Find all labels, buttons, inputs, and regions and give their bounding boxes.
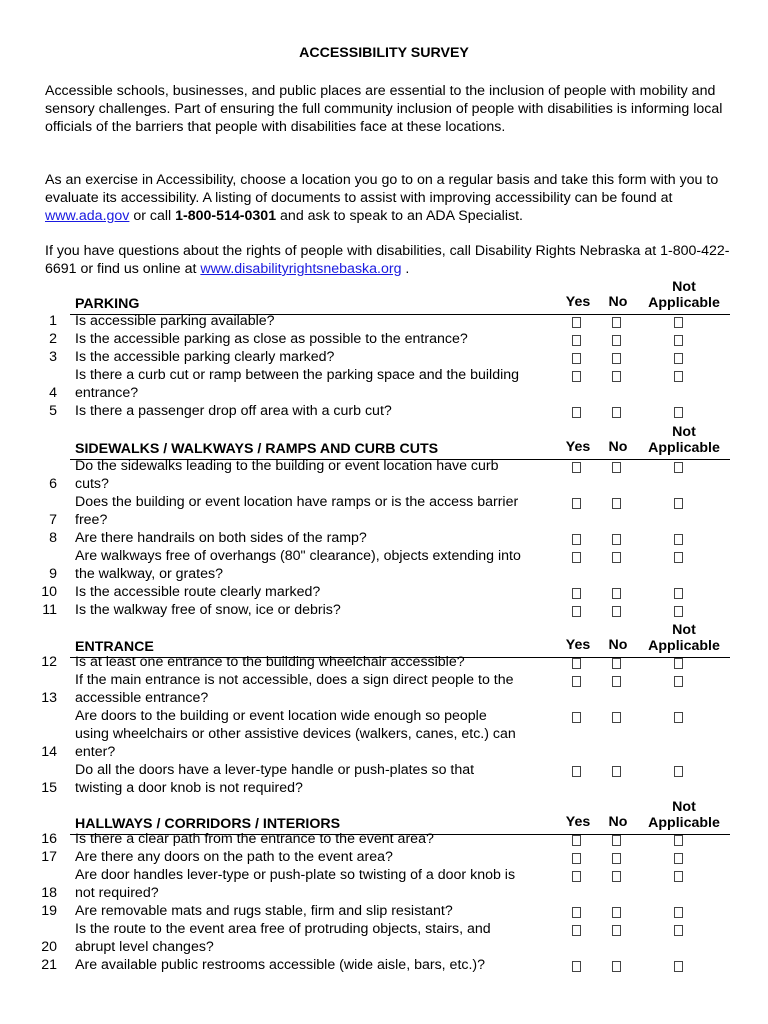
question-text: Do the sidewalks leading to the building or event location have curb [75, 458, 499, 474]
column-header-applicable: Applicable [648, 440, 720, 456]
yes-checkbox[interactable] [572, 534, 581, 545]
question-number: 20 [41, 939, 57, 955]
not-applicable-checkbox[interactable] [674, 961, 683, 972]
question-number: 12 [41, 654, 57, 670]
column-header-yes: Yes [565, 637, 591, 653]
no-checkbox[interactable] [612, 606, 621, 617]
section-title: HALLWAYS / CORRIDORS / INTERIORS [75, 816, 341, 832]
question-text: the walkway, or grates? [75, 566, 223, 582]
intro-p2-text: As an exercise in Accessibility, choose a location you go to on a regular basis and take this form with you to evaluate its accessibility. A listing of documents to assist with improving accessibility can be found at [45, 172, 719, 206]
question-number: 15 [41, 780, 57, 796]
question-number: 13 [41, 690, 57, 706]
no-checkbox[interactable] [612, 462, 621, 473]
question-text: Is the accessible parking clearly marked? [75, 349, 335, 365]
no-checkbox[interactable] [612, 835, 621, 846]
no-checkbox[interactable] [612, 853, 621, 864]
column-header-not: Not [672, 622, 696, 638]
not-applicable-checkbox[interactable] [674, 588, 683, 599]
question-text: If the main entrance is not accessible, does a sign direct people to the [75, 672, 514, 688]
not-applicable-checkbox[interactable] [674, 498, 683, 509]
not-applicable-checkbox[interactable] [674, 871, 683, 882]
no-checkbox[interactable] [612, 766, 621, 777]
yes-checkbox[interactable] [572, 835, 581, 846]
question-text: Are walkways free of overhangs (80" clearance), objects extending into [75, 548, 521, 564]
yes-checkbox[interactable] [572, 552, 581, 563]
yes-checkbox[interactable] [572, 925, 581, 936]
yes-checkbox[interactable] [572, 658, 581, 669]
yes-checkbox[interactable] [572, 335, 581, 346]
section-title: PARKING [75, 296, 140, 312]
question-text: Is the route to the event area free of protruding objects, stairs, and [75, 921, 491, 937]
question-text: Is at least one entrance to the building wheelchair accessible? [75, 654, 465, 670]
intro-p2-text-b: or call [129, 208, 176, 224]
not-applicable-checkbox[interactable] [674, 925, 683, 936]
intro-p3-text: If you have questions about the rights of people with disabilities, call Disability Rights Nebraska at 1-800-422-6691 or find us online at [45, 243, 730, 277]
column-header-applicable: Applicable [648, 638, 720, 654]
yes-checkbox[interactable] [572, 871, 581, 882]
not-applicable-checkbox[interactable] [674, 534, 683, 545]
not-applicable-checkbox[interactable] [674, 835, 683, 846]
not-applicable-checkbox[interactable] [674, 371, 683, 382]
yes-checkbox[interactable] [572, 498, 581, 509]
yes-checkbox[interactable] [572, 407, 581, 418]
question-number: 4 [49, 385, 57, 401]
question-text: Are there handrails on both sides of the ramp? [75, 530, 367, 546]
yes-checkbox[interactable] [572, 588, 581, 599]
intro-paragraph-2 [45, 171, 735, 225]
yes-checkbox[interactable] [572, 853, 581, 864]
column-header-not: Not [672, 799, 696, 815]
no-checkbox[interactable] [612, 335, 621, 346]
question-number: 21 [41, 957, 57, 973]
ada-link[interactable]: www.ada.gov [45, 208, 130, 224]
column-header-no: No [608, 294, 628, 310]
no-checkbox[interactable] [612, 961, 621, 972]
page-title: ACCESSIBILITY SURVEY [299, 45, 469, 61]
question-number: 3 [49, 349, 57, 365]
yes-checkbox[interactable] [572, 676, 581, 687]
question-number: 5 [49, 403, 57, 419]
section-title: ENTRANCE [75, 639, 154, 655]
ada-phone: 1-800-514-0301 [175, 208, 277, 224]
not-applicable-checkbox[interactable] [674, 407, 683, 418]
yes-checkbox[interactable] [572, 766, 581, 777]
intro-paragraph-3 [45, 242, 735, 278]
question-text: Are doors to the building or event location wide enough so people [75, 708, 487, 724]
question-number: 9 [49, 566, 57, 582]
column-header-not: Not [672, 279, 696, 295]
question-number: 19 [41, 903, 57, 919]
not-applicable-checkbox[interactable] [674, 658, 683, 669]
question-text: Does the building or event location have ramps or is the access barrier [75, 494, 519, 510]
column-header-yes: Yes [565, 294, 591, 310]
not-applicable-checkbox[interactable] [674, 853, 683, 864]
question-text: Is the accessible parking as close as possible to the entrance? [75, 331, 468, 347]
yes-checkbox[interactable] [572, 371, 581, 382]
no-checkbox[interactable] [612, 353, 621, 364]
question-text: abrupt level changes? [75, 939, 214, 955]
no-checkbox[interactable] [612, 676, 621, 687]
question-text: Is the accessible route clearly marked? [75, 584, 321, 600]
not-applicable-checkbox[interactable] [674, 606, 683, 617]
question-number: 2 [49, 331, 57, 347]
yes-checkbox[interactable] [572, 462, 581, 473]
intro-p2-text-c: and ask to speak to an ADA Specialist. [276, 208, 523, 224]
not-applicable-checkbox[interactable] [674, 335, 683, 346]
column-header-no: No [608, 814, 628, 830]
not-applicable-checkbox[interactable] [674, 317, 683, 328]
column-header-applicable: Applicable [648, 295, 720, 311]
no-checkbox[interactable] [612, 712, 621, 723]
no-checkbox[interactable] [612, 498, 621, 509]
column-header-yes: Yes [565, 439, 591, 455]
not-applicable-checkbox[interactable] [674, 552, 683, 563]
column-header-no: No [608, 439, 628, 455]
yes-checkbox[interactable] [572, 353, 581, 364]
column-header-no: No [608, 637, 628, 653]
yes-checkbox[interactable] [572, 907, 581, 918]
not-applicable-checkbox[interactable] [674, 712, 683, 723]
question-text: Are door handles lever-type or push-plate so twisting of a door knob is [75, 867, 516, 883]
no-checkbox[interactable] [612, 317, 621, 328]
no-checkbox[interactable] [612, 588, 621, 599]
question-number: 17 [41, 849, 57, 865]
question-number: 18 [41, 885, 57, 901]
not-applicable-checkbox[interactable] [674, 766, 683, 777]
question-number: 10 [41, 584, 57, 600]
question-text: entrance? [75, 385, 139, 401]
question-text: Do all the doors have a lever-type handle or push-plates so that [75, 762, 475, 778]
question-text: enter? [75, 744, 116, 760]
no-checkbox[interactable] [612, 407, 621, 418]
no-checkbox[interactable] [612, 907, 621, 918]
question-number: 7 [49, 512, 57, 528]
yes-checkbox[interactable] [572, 961, 581, 972]
no-checkbox[interactable] [612, 552, 621, 563]
not-applicable-checkbox[interactable] [674, 353, 683, 364]
question-text: cuts? [75, 476, 109, 492]
question-text: twisting a door knob is not required? [75, 780, 303, 796]
section-title: SIDEWALKS / WALKWAYS / RAMPS AND CURB CUTS [75, 441, 439, 457]
question-number: 11 [42, 602, 57, 618]
no-checkbox[interactable] [612, 871, 621, 882]
question-text: free? [75, 512, 108, 528]
intro-p3-text-b: . [401, 261, 410, 277]
no-checkbox[interactable] [612, 658, 621, 669]
yes-checkbox[interactable] [572, 606, 581, 617]
question-text: Are available public restrooms accessible (wide aisle, bars, etc.)? [75, 957, 486, 973]
question-text: Are there any doors on the path to the event area? [75, 849, 393, 865]
question-number: 6 [49, 476, 57, 492]
no-checkbox[interactable] [612, 534, 621, 545]
no-checkbox[interactable] [612, 371, 621, 382]
question-number: 1 [49, 313, 57, 329]
column-header-applicable: Applicable [648, 815, 720, 831]
question-text: not required? [75, 885, 159, 901]
question-number: 16 [41, 831, 57, 847]
question-text: Are removable mats and rugs stable, firm and slip resistant? [75, 903, 453, 919]
question-text: Is the walkway free of snow, ice or debris? [75, 602, 341, 618]
not-applicable-checkbox[interactable] [674, 907, 683, 918]
question-number: 14 [41, 744, 57, 760]
yes-checkbox[interactable] [572, 712, 581, 723]
disability-rights-link[interactable]: www.disabilityrightsnebaska.org [200, 261, 402, 277]
no-checkbox[interactable] [612, 925, 621, 936]
question-text: Is accessible parking available? [75, 313, 275, 329]
question-text: Is there a curb cut or ramp between the parking space and the building [75, 367, 520, 383]
question-text: Is there a passenger drop off area with a curb cut? [75, 403, 392, 419]
column-header-not: Not [672, 424, 696, 440]
column-header-yes: Yes [565, 814, 591, 830]
question-text: accessible entrance? [75, 690, 209, 706]
question-text: Is there a clear path from the entrance to the event area? [75, 831, 434, 847]
not-applicable-checkbox[interactable] [674, 676, 683, 687]
yes-checkbox[interactable] [572, 317, 581, 328]
question-text: using wheelchairs or other assistive devices (walkers, canes, etc.) can [75, 726, 516, 742]
question-number: 8 [49, 530, 57, 546]
intro-paragraph-1: Accessible schools, businesses, and public places are essential to the inclusion of people with mobility and sensory challenges. Part of ensuring the full community inclusion of people with disabilities is informing local officials of the barriers that people with disabilities face at these locations. [45, 83, 723, 135]
not-applicable-checkbox[interactable] [674, 462, 683, 473]
